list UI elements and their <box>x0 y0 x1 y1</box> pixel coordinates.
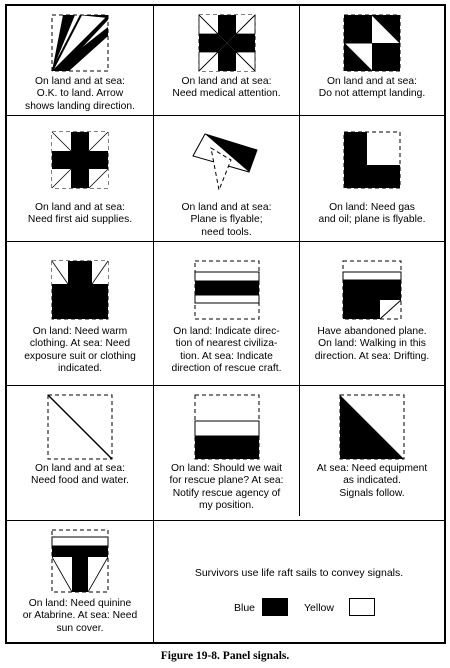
horizontal-band-signal-icon <box>194 260 260 320</box>
l-shape-signal-icon <box>343 131 401 189</box>
legend-row <box>154 598 444 620</box>
panel-caption <box>9 326 151 376</box>
panel-caption <box>9 202 151 227</box>
panel-caption <box>9 463 151 488</box>
tilted-panel-signal-icon <box>191 130 263 192</box>
arrow-signal-icon <box>51 14 109 72</box>
caption-line: On land and at sea: <box>327 76 417 87</box>
color-legend <box>154 521 444 642</box>
caption-line: sun cover. <box>56 622 104 634</box>
caption-line: On land and at sea: <box>35 76 125 87</box>
caption-line: for rescue plane? At sea: <box>169 475 284 487</box>
caption-line: Need first aid supplies. <box>27 214 133 226</box>
panel-caption <box>156 463 297 513</box>
caption-line: my position. <box>199 500 254 512</box>
caption-line: On land: Walking in this <box>318 338 426 350</box>
signal-panel-plane-flyable <box>154 116 299 241</box>
caption-line: clothing. At sea: Need <box>29 338 131 350</box>
signal-panel-equipment <box>300 386 444 520</box>
panel-caption <box>302 202 442 227</box>
caption-line: On land: Need gas <box>329 202 415 213</box>
caption-line: On land and at sea: <box>181 76 272 87</box>
caption-line: Plane is flyable; <box>190 214 263 226</box>
signal-panel-food-water <box>7 386 153 520</box>
caption-line: On land: Indicate direc- <box>173 326 280 337</box>
checker-signal-icon <box>343 14 401 72</box>
signal-panel-abandoned-plane <box>300 242 444 385</box>
signal-panel-quinine <box>7 521 153 642</box>
caption-line: exposure suit or clothing <box>24 350 136 362</box>
caption-line: direction. At sea: Drifting. <box>314 350 430 362</box>
caption-line: and oil; plane is flyable. <box>318 214 426 226</box>
caption-line: as indicated. <box>343 475 401 487</box>
caption-line: At sea: Need equipment <box>316 463 428 474</box>
panel-signals-grid <box>5 4 446 644</box>
panel-caption <box>302 463 442 500</box>
figure-caption: Figure 19-8. Panel signals. <box>160 650 290 662</box>
panel-caption <box>156 76 297 101</box>
caption-line: Need medical attention. <box>172 88 281 100</box>
panel-caption <box>156 202 297 239</box>
diagonal-line-signal-icon <box>47 394 113 460</box>
blue-label: Blue <box>234 602 256 614</box>
panel-caption <box>302 326 442 363</box>
signal-panel-no-landing <box>300 6 444 115</box>
first-aid-signal-icon <box>51 131 109 189</box>
medical-cross-signal-icon <box>198 14 256 72</box>
caption-line: Need food and water. <box>31 475 129 487</box>
panel-caption <box>156 326 297 376</box>
caption-line: shows landing direction. <box>25 100 135 112</box>
signal-panel-medical <box>154 6 299 115</box>
caption-line: tion of nearest civiliza- <box>175 338 278 350</box>
signal-panel-wait-rescue <box>154 386 299 520</box>
panel-caption <box>9 76 151 113</box>
caption-line: O.K. to land. Arrow <box>36 88 124 100</box>
panel-caption <box>302 76 442 101</box>
caption-line: or Atabrine. At sea: Need <box>22 610 138 622</box>
signal-panel-gas-oil <box>300 116 444 241</box>
caption-line: Have abandoned plane. <box>317 326 427 337</box>
yellow-swatch <box>349 598 375 616</box>
caption-line: Notify rescue agency of <box>172 487 281 499</box>
lower-band-signal-icon <box>194 394 260 460</box>
blue-swatch <box>262 598 288 616</box>
panel-caption <box>9 598 151 635</box>
abandoned-plane-signal-icon <box>342 260 402 320</box>
caption-line: On land: Need quinine <box>28 598 132 609</box>
legend-title: Survivors use life raft sails to convey signals. <box>194 567 404 579</box>
triangle-signal-icon <box>339 394 405 460</box>
caption-line: On land and at sea: <box>35 463 125 474</box>
caption-line: Signals follow. <box>339 487 405 499</box>
caption-line: tion. At sea: Indicate <box>180 350 273 362</box>
caption-line: On land: Should we wait <box>170 463 283 474</box>
signal-panel-landing-ok <box>7 6 153 115</box>
caption-line: On land and at sea: <box>181 202 272 213</box>
signal-panel-first-aid <box>7 116 153 241</box>
caption-line: indicated. <box>57 363 103 375</box>
caption-line: On land and at sea: <box>35 202 125 213</box>
caption-line: direction of rescue craft. <box>171 363 282 375</box>
warm-clothing-signal-icon <box>51 260 109 320</box>
caption-line: On land: Need warm <box>32 326 128 337</box>
signal-panel-warm-clothing <box>7 242 153 385</box>
signal-panel-civilization <box>154 242 299 385</box>
yellow-label: Yellow <box>304 602 334 614</box>
t-shape-signal-icon <box>51 529 109 593</box>
caption-line: need tools. <box>201 226 252 238</box>
caption-line: Do not attempt landing. <box>318 88 426 100</box>
